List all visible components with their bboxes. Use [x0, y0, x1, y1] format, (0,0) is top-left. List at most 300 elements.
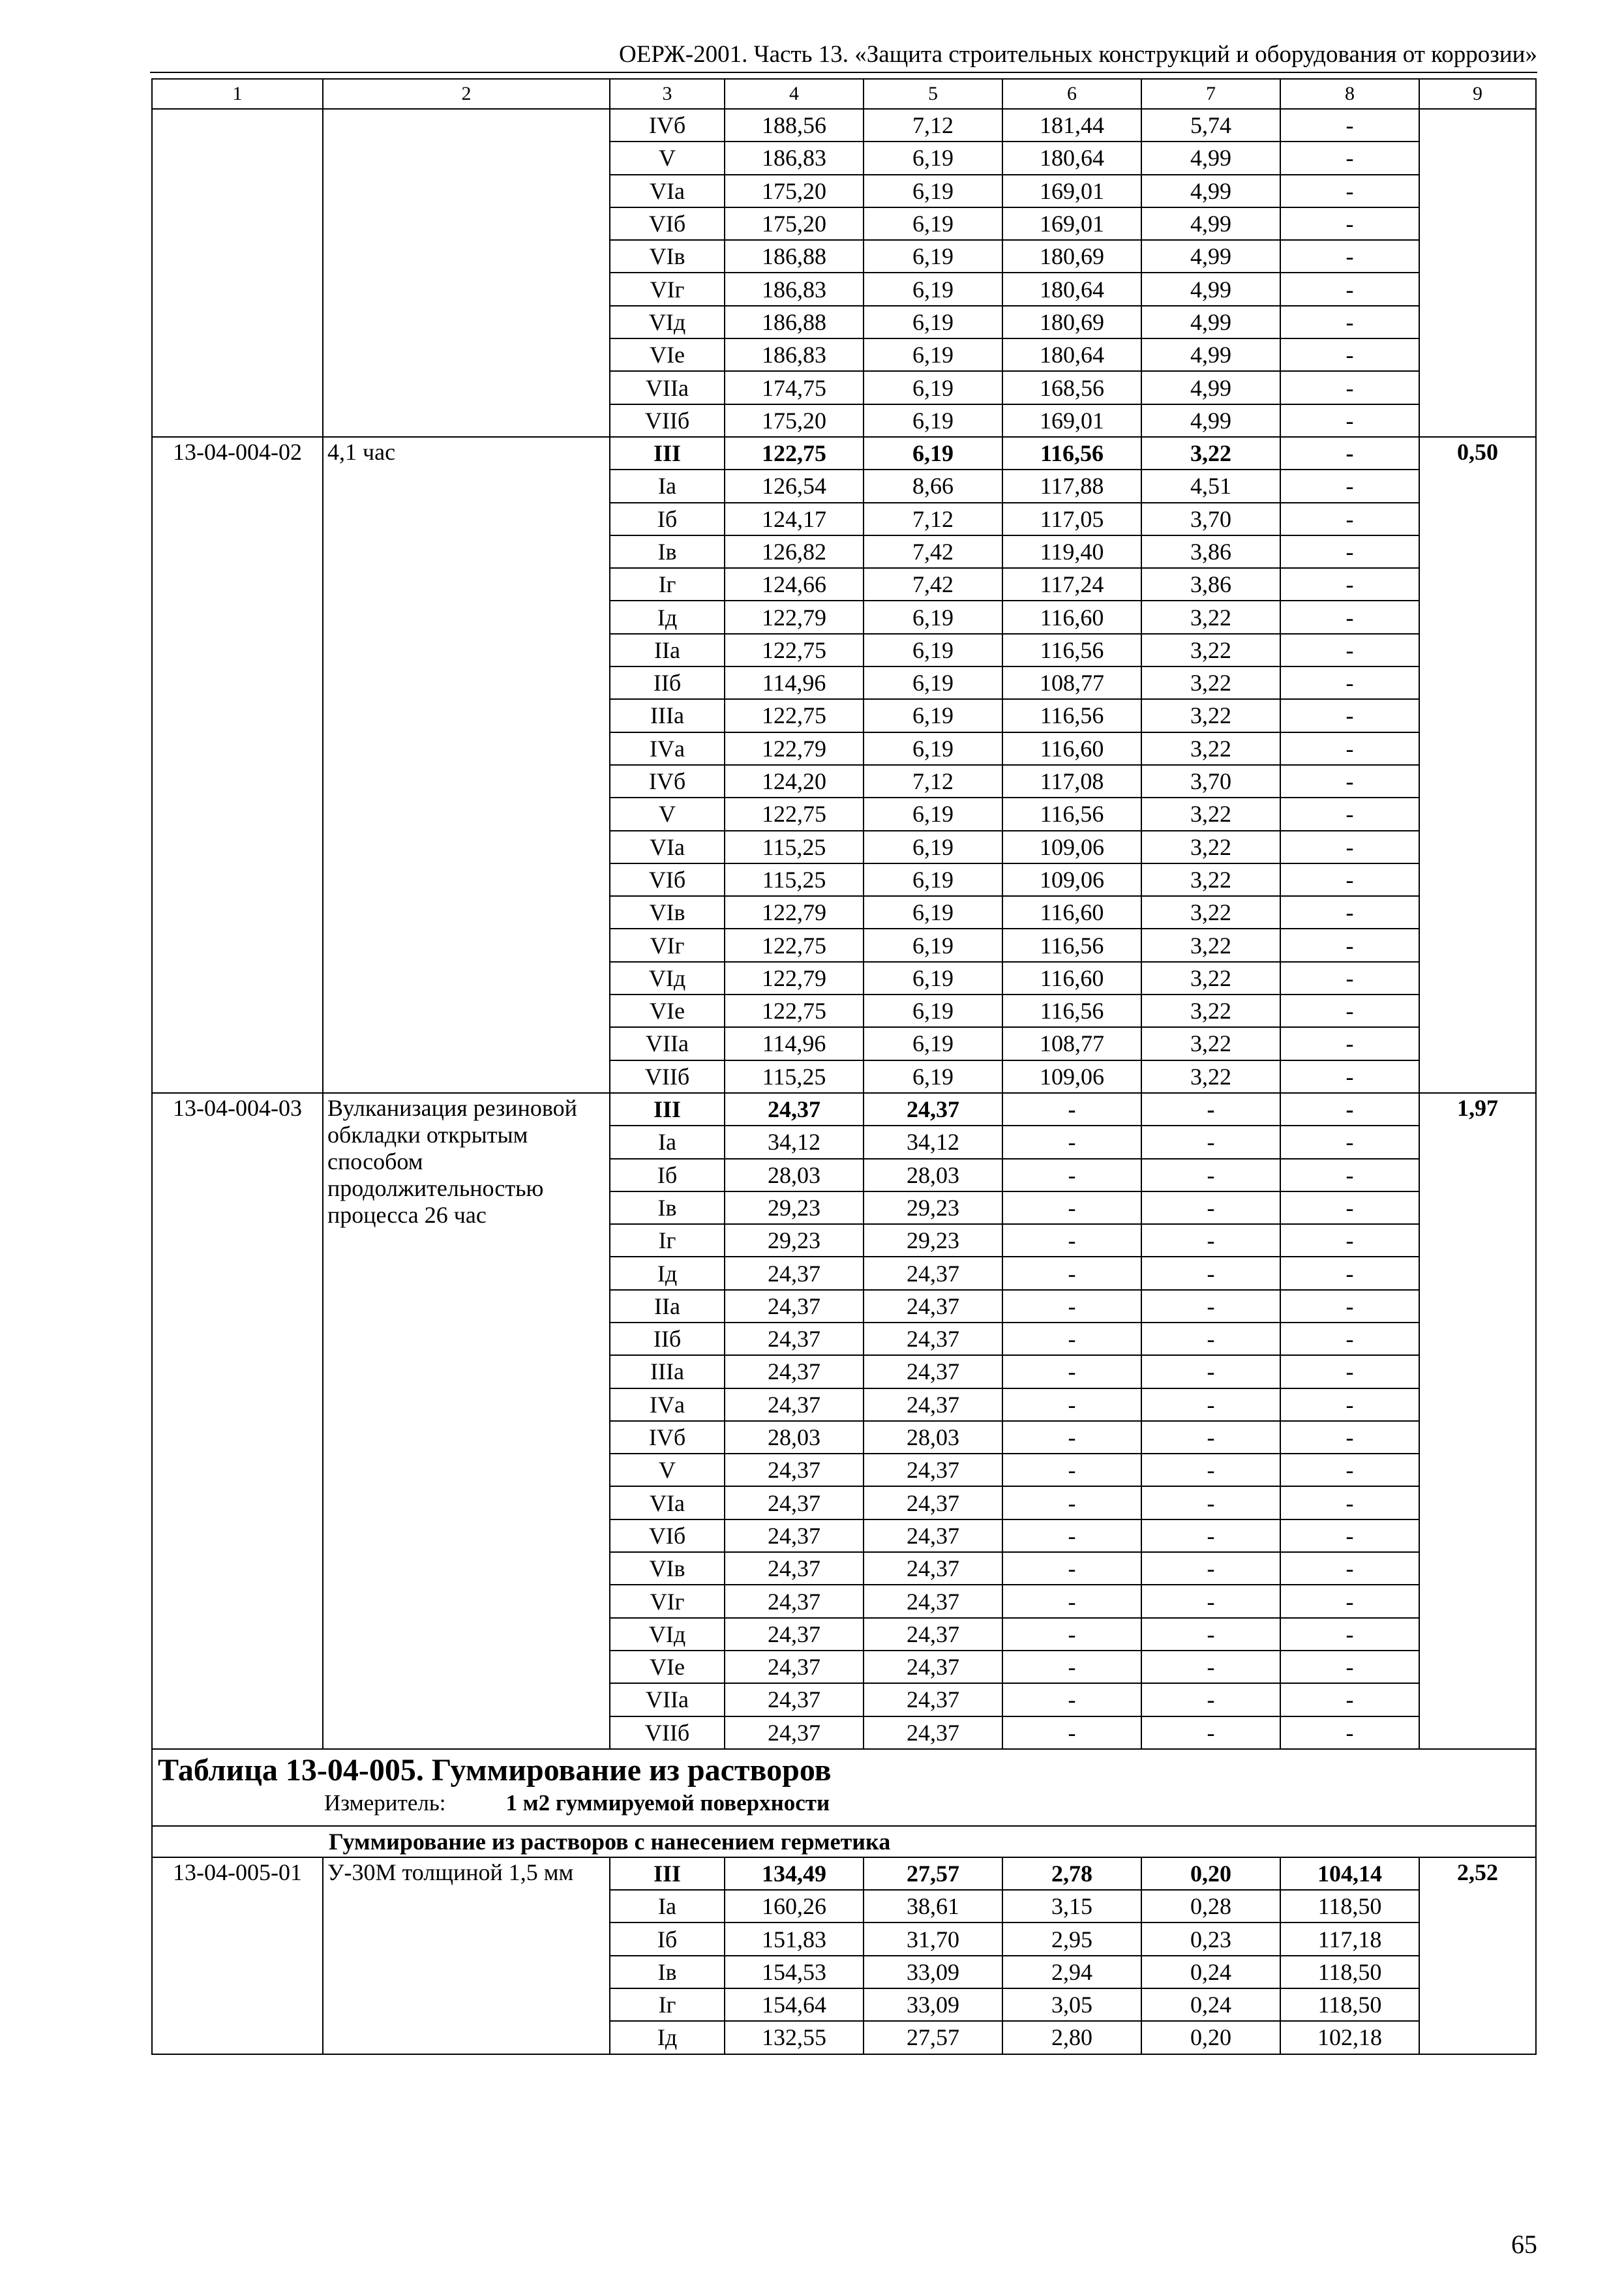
value-cell: - — [1280, 273, 1419, 305]
value-cell: 27,57 — [864, 2021, 1002, 2054]
total-cell: 0,50 — [1419, 437, 1536, 1093]
value-cell: 2,95 — [1002, 1922, 1141, 1955]
value-cell: - — [1280, 1159, 1419, 1191]
value-cell: 116,56 — [1002, 437, 1141, 470]
value-cell: - — [1280, 1552, 1419, 1585]
value-cell: 0,24 — [1141, 1988, 1280, 2021]
value-cell: 3,22 — [1141, 699, 1280, 732]
zone-cell: Iа — [610, 1890, 725, 1922]
table-row — [152, 437, 1536, 470]
value-cell: 132,55 — [725, 2021, 864, 2054]
zone-cell: VIв — [610, 240, 725, 273]
value-cell: 180,64 — [1002, 338, 1141, 371]
column-number: 4 — [725, 79, 864, 109]
zone-cell: Iг — [610, 1988, 725, 2021]
value-cell: 119,40 — [1002, 535, 1141, 568]
value-cell: 3,22 — [1141, 929, 1280, 961]
value-cell: - — [1141, 1552, 1280, 1585]
value-cell: 124,20 — [725, 765, 864, 798]
value-cell: 180,64 — [1002, 273, 1141, 305]
value-cell: 0,24 — [1141, 1956, 1280, 1988]
value-cell: - — [1002, 1257, 1141, 1289]
value-cell: 6,19 — [864, 929, 1002, 961]
value-cell: - — [1002, 1388, 1141, 1421]
value-cell: 126,82 — [725, 535, 864, 568]
value-cell: 3,22 — [1141, 732, 1280, 765]
value-cell: - — [1280, 699, 1419, 732]
zone-cell: Iв — [610, 1956, 725, 1988]
value-cell: 174,75 — [725, 371, 864, 404]
value-cell: 3,86 — [1141, 535, 1280, 568]
value-cell: - — [1280, 404, 1419, 437]
value-cell: 6,19 — [864, 273, 1002, 305]
value-cell: 3,22 — [1141, 601, 1280, 633]
value-cell: 124,66 — [725, 568, 864, 601]
value-cell: 186,83 — [725, 338, 864, 371]
value-cell: - — [1280, 1257, 1419, 1289]
page-header: ОЕРЖ-2001. Часть 13. «Защита строительных конструкций и оборудования от коррозии» — [150, 39, 1537, 73]
subheading: Гуммирование из растворов с нанесением герметика — [152, 1826, 1536, 1857]
value-cell: 38,61 — [864, 1890, 1002, 1922]
zone-cell: Iб — [610, 1922, 725, 1955]
value-cell: 24,37 — [864, 1257, 1002, 1289]
zone-cell: IVа — [610, 732, 725, 765]
value-cell: - — [1141, 1224, 1280, 1257]
value-cell: - — [1002, 1126, 1141, 1158]
value-cell: 168,56 — [1002, 371, 1141, 404]
value-cell: - — [1002, 1618, 1141, 1651]
value-cell: 4,51 — [1141, 470, 1280, 502]
table-row — [152, 1093, 1536, 1126]
value-cell: 175,20 — [725, 175, 864, 207]
zone-cell: VIIа — [610, 1027, 725, 1060]
table-title: Таблица 13-04-005. Гуммирование из растворов — [158, 1752, 832, 1788]
value-cell: - — [1141, 1421, 1280, 1454]
value-cell: 6,19 — [864, 962, 1002, 995]
value-cell: 4,99 — [1141, 175, 1280, 207]
zone-cell: VIг — [610, 929, 725, 961]
value-cell: 169,01 — [1002, 207, 1141, 240]
value-cell: - — [1280, 240, 1419, 273]
value-cell: - — [1280, 601, 1419, 633]
page-number: 65 — [1511, 2230, 1537, 2259]
value-cell: - — [1002, 1093, 1141, 1126]
value-cell: - — [1141, 1651, 1280, 1683]
zone-cell: VIд — [610, 306, 725, 338]
value-cell: 122,75 — [725, 699, 864, 732]
value-cell: 6,19 — [864, 732, 1002, 765]
value-cell: - — [1141, 1683, 1280, 1716]
value-cell: 24,37 — [864, 1519, 1002, 1552]
zone-cell: VIв — [610, 896, 725, 929]
value-cell: 3,70 — [1141, 765, 1280, 798]
column-numbers-row — [152, 79, 1536, 109]
value-cell: 109,06 — [1002, 863, 1141, 896]
value-cell: 4,99 — [1141, 371, 1280, 404]
column-number: 8 — [1280, 79, 1419, 109]
value-cell: 116,56 — [1002, 995, 1141, 1027]
value-cell: 28,03 — [864, 1421, 1002, 1454]
value-cell: 180,64 — [1002, 142, 1141, 174]
zone-cell: IIIа — [610, 699, 725, 732]
value-cell: - — [1141, 1716, 1280, 1749]
value-cell: 154,53 — [725, 1956, 864, 1988]
value-cell: - — [1280, 142, 1419, 174]
value-cell: 186,83 — [725, 273, 864, 305]
value-cell: 29,23 — [864, 1224, 1002, 1257]
value-cell: 116,60 — [1002, 601, 1141, 633]
value-cell: - — [1141, 1486, 1280, 1519]
value-cell: 24,37 — [725, 1093, 864, 1126]
value-cell: 24,37 — [725, 1454, 864, 1486]
value-cell: 122,75 — [725, 929, 864, 961]
value-cell: 4,99 — [1141, 142, 1280, 174]
value-cell: - — [1141, 1388, 1280, 1421]
value-cell: 3,22 — [1141, 896, 1280, 929]
zone-cell: Iб — [610, 503, 725, 535]
value-cell: 29,23 — [725, 1224, 864, 1257]
value-cell: 3,22 — [1141, 831, 1280, 863]
value-cell: 3,22 — [1141, 1027, 1280, 1060]
value-cell: 24,37 — [725, 1257, 864, 1289]
unit-line — [158, 1789, 1530, 1818]
zone-cell: VIб — [610, 207, 725, 240]
value-cell: 108,77 — [1002, 666, 1141, 699]
value-cell: 24,37 — [864, 1585, 1002, 1617]
value-cell: 3,22 — [1141, 1060, 1280, 1093]
value-cell: - — [1280, 1191, 1419, 1224]
value-cell: 6,19 — [864, 798, 1002, 830]
value-cell: - — [1280, 896, 1419, 929]
value-cell: - — [1280, 207, 1419, 240]
value-cell: 24,37 — [864, 1323, 1002, 1355]
value-cell: 115,25 — [725, 863, 864, 896]
value-cell: 31,70 — [864, 1922, 1002, 1955]
value-cell: 6,19 — [864, 1060, 1002, 1093]
rate-description — [323, 109, 610, 437]
value-cell: 122,79 — [725, 896, 864, 929]
value-cell: 180,69 — [1002, 306, 1141, 338]
value-cell: 24,37 — [864, 1093, 1002, 1126]
value-cell: 118,50 — [1280, 1956, 1419, 1988]
value-cell: - — [1280, 503, 1419, 535]
table-row — [152, 1857, 1536, 1890]
value-cell: - — [1280, 306, 1419, 338]
zone-cell: VIIа — [610, 1683, 725, 1716]
value-cell: 6,19 — [864, 404, 1002, 437]
table-005-heading-row — [152, 1749, 1536, 1826]
value-cell: 5,74 — [1141, 109, 1280, 142]
value-cell: 117,88 — [1002, 470, 1141, 502]
value-cell: 7,42 — [864, 535, 1002, 568]
value-cell: 24,37 — [725, 1323, 864, 1355]
zone-cell: IIа — [610, 634, 725, 666]
value-cell: - — [1280, 666, 1419, 699]
table-005-heading — [152, 1749, 1536, 1826]
column-number: 2 — [323, 79, 610, 109]
zone-cell: IIIа — [610, 1355, 725, 1388]
value-cell: 2,94 — [1002, 1956, 1141, 1988]
zone-cell: VIг — [610, 273, 725, 305]
value-cell: 2,78 — [1002, 1857, 1141, 1890]
value-cell: 24,37 — [725, 1519, 864, 1552]
zone-cell: Iг — [610, 568, 725, 601]
zone-cell: Iб — [610, 1159, 725, 1191]
table-row — [152, 109, 1536, 142]
value-cell: 108,77 — [1002, 1027, 1141, 1060]
value-cell: - — [1141, 1355, 1280, 1388]
zone-cell: Iд — [610, 2021, 725, 2054]
value-cell: - — [1002, 1323, 1141, 1355]
value-cell: 6,19 — [864, 601, 1002, 633]
zone-cell: VIIа — [610, 371, 725, 404]
total-cell: 1,97 — [1419, 1093, 1536, 1749]
value-cell: - — [1002, 1651, 1141, 1683]
value-cell: 134,49 — [725, 1857, 864, 1890]
rate-code: 13-04-004-02 — [152, 437, 323, 1093]
value-cell: 24,37 — [864, 1618, 1002, 1651]
zone-cell: III — [610, 1093, 725, 1126]
value-cell: - — [1280, 1126, 1419, 1158]
value-cell: 6,19 — [864, 831, 1002, 863]
zone-cell: Iв — [610, 1191, 725, 1224]
value-cell: - — [1002, 1519, 1141, 1552]
zone-cell: V — [610, 798, 725, 830]
value-cell: 7,12 — [864, 503, 1002, 535]
zone-cell: Iв — [610, 535, 725, 568]
value-cell: 6,19 — [864, 240, 1002, 273]
value-cell: 122,79 — [725, 601, 864, 633]
value-cell: 6,19 — [864, 863, 1002, 896]
value-cell: - — [1280, 1355, 1419, 1388]
value-cell: - — [1280, 1388, 1419, 1421]
zone-cell: VIIб — [610, 1060, 725, 1093]
zone-cell: Iа — [610, 1126, 725, 1158]
zone-cell: VIа — [610, 831, 725, 863]
value-cell: - — [1280, 1618, 1419, 1651]
column-number: 3 — [610, 79, 725, 109]
value-cell: - — [1280, 470, 1419, 502]
zone-cell: IVб — [610, 109, 725, 142]
rate-description: 4,1 час — [323, 437, 610, 1093]
value-cell: - — [1280, 1060, 1419, 1093]
value-cell: 4,99 — [1141, 207, 1280, 240]
value-cell: 3,22 — [1141, 798, 1280, 830]
value-cell: - — [1280, 437, 1419, 470]
value-cell: 3,22 — [1141, 995, 1280, 1027]
zone-cell: IVб — [610, 765, 725, 798]
value-cell: 33,09 — [864, 1988, 1002, 2021]
value-cell: - — [1280, 1651, 1419, 1683]
value-cell: - — [1280, 109, 1419, 142]
value-cell: - — [1141, 1257, 1280, 1289]
value-cell: - — [1280, 732, 1419, 765]
value-cell: 169,01 — [1002, 404, 1141, 437]
value-cell: 115,25 — [725, 1060, 864, 1093]
column-number: 7 — [1141, 79, 1280, 109]
value-cell: - — [1002, 1224, 1141, 1257]
value-cell: - — [1280, 863, 1419, 896]
value-cell: 118,50 — [1280, 1890, 1419, 1922]
value-cell: 24,37 — [864, 1454, 1002, 1486]
unit-label: Измеритель: — [324, 1789, 446, 1816]
value-cell: 24,37 — [725, 1388, 864, 1421]
value-cell: 6,19 — [864, 207, 1002, 240]
zone-cell: VIд — [610, 1618, 725, 1651]
value-cell: 6,19 — [864, 995, 1002, 1027]
value-cell: - — [1002, 1486, 1141, 1519]
value-cell: - — [1141, 1519, 1280, 1552]
value-cell: 34,12 — [725, 1126, 864, 1158]
value-cell: - — [1280, 962, 1419, 995]
value-cell: - — [1141, 1618, 1280, 1651]
value-cell: - — [1280, 1323, 1419, 1355]
value-cell: 116,60 — [1002, 962, 1141, 995]
value-cell: 175,20 — [725, 207, 864, 240]
value-cell: - — [1002, 1716, 1141, 1749]
value-cell: 24,37 — [725, 1716, 864, 1749]
value-cell: - — [1280, 371, 1419, 404]
value-cell: 6,19 — [864, 175, 1002, 207]
value-cell: 122,79 — [725, 962, 864, 995]
value-cell: - — [1280, 1421, 1419, 1454]
value-cell: 186,88 — [725, 306, 864, 338]
value-cell: 3,22 — [1141, 437, 1280, 470]
value-cell: 4,99 — [1141, 338, 1280, 371]
value-cell: 24,37 — [725, 1585, 864, 1617]
value-cell: 116,56 — [1002, 634, 1141, 666]
value-cell: 6,19 — [864, 699, 1002, 732]
value-cell: - — [1280, 1519, 1419, 1552]
value-cell: 122,75 — [725, 437, 864, 470]
column-number: 6 — [1002, 79, 1141, 109]
value-cell: 102,18 — [1280, 2021, 1419, 2054]
value-cell: 24,37 — [864, 1683, 1002, 1716]
value-cell: - — [1002, 1454, 1141, 1486]
zone-cell: VIIб — [610, 1716, 725, 1749]
value-cell: 6,19 — [864, 142, 1002, 174]
zone-cell: VIа — [610, 175, 725, 207]
value-cell: 24,37 — [725, 1618, 864, 1651]
value-cell: 8,66 — [864, 470, 1002, 502]
value-cell: 6,19 — [864, 1027, 1002, 1060]
value-cell: - — [1280, 929, 1419, 961]
value-cell: 116,60 — [1002, 896, 1141, 929]
value-cell: - — [1280, 1224, 1419, 1257]
value-cell: 24,37 — [864, 1290, 1002, 1323]
value-cell: - — [1280, 831, 1419, 863]
value-cell: - — [1280, 1716, 1419, 1749]
value-cell: 180,69 — [1002, 240, 1141, 273]
value-cell: 160,26 — [725, 1890, 864, 1922]
value-cell: 181,44 — [1002, 109, 1141, 142]
value-cell: 154,64 — [725, 1988, 864, 2021]
zone-cell: VIе — [610, 1651, 725, 1683]
value-cell: 29,23 — [864, 1191, 1002, 1224]
value-cell: - — [1280, 175, 1419, 207]
value-cell: 28,03 — [725, 1159, 864, 1191]
zone-cell: III — [610, 437, 725, 470]
value-cell: - — [1002, 1290, 1141, 1323]
zone-cell: VIе — [610, 995, 725, 1027]
value-cell: 109,06 — [1002, 831, 1141, 863]
value-cell: 0,23 — [1141, 1922, 1280, 1955]
zone-cell: IIб — [610, 1323, 725, 1355]
zone-cell: V — [610, 1454, 725, 1486]
value-cell: 27,57 — [864, 1857, 1002, 1890]
rate-description: У-30М толщиной 1,5 мм — [323, 1857, 610, 2054]
value-cell: 24,37 — [725, 1683, 864, 1716]
zone-cell: V — [610, 142, 725, 174]
value-cell: - — [1280, 1093, 1419, 1126]
value-cell: 24,37 — [725, 1486, 864, 1519]
value-cell: 126,54 — [725, 470, 864, 502]
value-cell: 3,70 — [1141, 503, 1280, 535]
unit-value: 1 м2 гуммируемой поверхности — [505, 1789, 830, 1816]
value-cell: 33,09 — [864, 1956, 1002, 1988]
value-cell: - — [1002, 1191, 1141, 1224]
value-cell: 175,20 — [725, 404, 864, 437]
value-cell: - — [1141, 1585, 1280, 1617]
zone-cell: VIа — [610, 1486, 725, 1519]
value-cell: 3,22 — [1141, 863, 1280, 896]
value-cell: - — [1141, 1191, 1280, 1224]
value-cell: 6,19 — [864, 634, 1002, 666]
value-cell: - — [1280, 338, 1419, 371]
value-cell: 24,37 — [864, 1716, 1002, 1749]
value-cell: 24,37 — [864, 1355, 1002, 1388]
value-cell: 3,22 — [1141, 962, 1280, 995]
value-cell: - — [1141, 1159, 1280, 1191]
value-cell: 6,19 — [864, 371, 1002, 404]
value-cell: 7,12 — [864, 109, 1002, 142]
value-cell: 116,56 — [1002, 929, 1141, 961]
value-cell: 4,99 — [1141, 240, 1280, 273]
zone-cell: VIе — [610, 338, 725, 371]
value-cell: 114,96 — [725, 1027, 864, 1060]
value-cell: 109,06 — [1002, 1060, 1141, 1093]
value-cell: 151,83 — [725, 1922, 864, 1955]
value-cell: 117,08 — [1002, 765, 1141, 798]
value-cell: 6,19 — [864, 896, 1002, 929]
value-cell: 24,37 — [725, 1552, 864, 1585]
value-cell: 6,19 — [864, 338, 1002, 371]
subheading-row — [152, 1826, 1536, 1857]
zone-cell: IIа — [610, 1290, 725, 1323]
zone-cell: VIд — [610, 962, 725, 995]
zone-cell: Iг — [610, 1224, 725, 1257]
value-cell: 118,50 — [1280, 1988, 1419, 2021]
value-cell: 3,05 — [1002, 1988, 1141, 2021]
value-cell: 186,83 — [725, 142, 864, 174]
value-cell: 4,99 — [1141, 404, 1280, 437]
value-cell: - — [1280, 1290, 1419, 1323]
value-cell: - — [1141, 1454, 1280, 1486]
zone-cell: IVб — [610, 1421, 725, 1454]
value-cell: - — [1002, 1683, 1141, 1716]
value-cell: 24,37 — [864, 1388, 1002, 1421]
value-cell: - — [1141, 1323, 1280, 1355]
table-body — [152, 79, 1536, 2054]
value-cell: 169,01 — [1002, 175, 1141, 207]
value-cell: 6,19 — [864, 666, 1002, 699]
value-cell: - — [1280, 995, 1419, 1027]
value-cell: - — [1280, 1585, 1419, 1617]
value-cell: 122,79 — [725, 732, 864, 765]
value-cell: 0,20 — [1141, 1857, 1280, 1890]
value-cell: 104,14 — [1280, 1857, 1419, 1890]
rate-description: Вулканизация резиновой обкладки открытым способом продолжительностью процесса 26 час — [323, 1093, 610, 1749]
